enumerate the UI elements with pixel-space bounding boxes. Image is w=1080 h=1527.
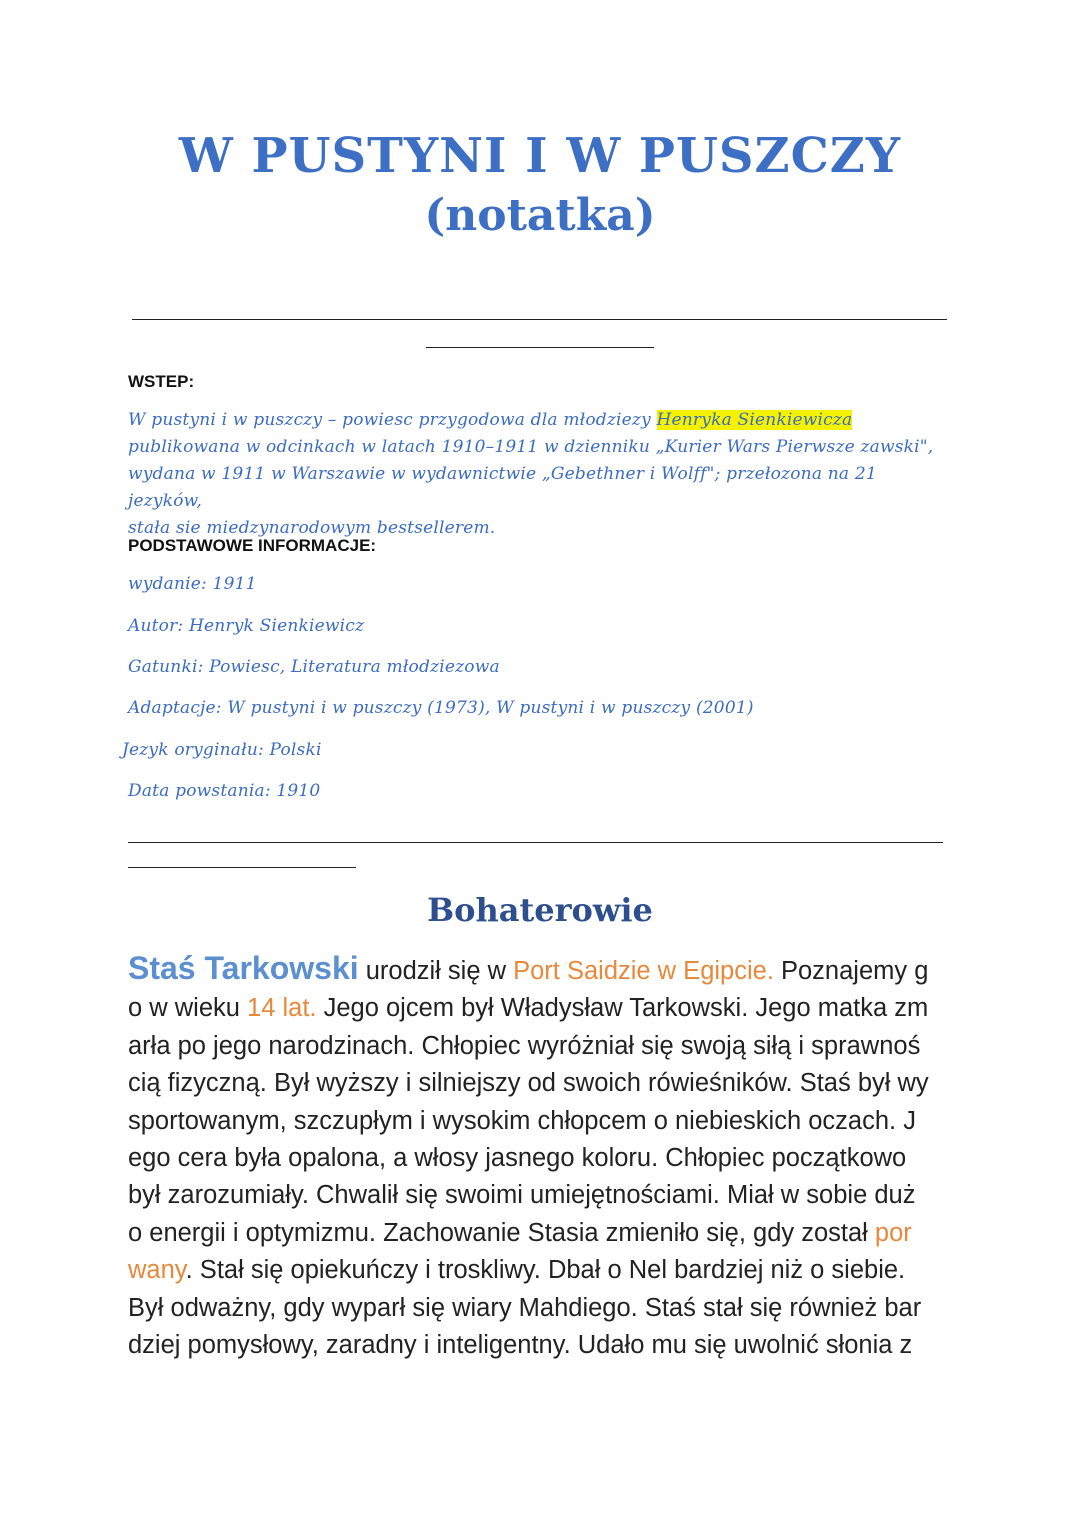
intro-heading: WSTEP: xyxy=(128,372,195,391)
intro-paragraph xyxy=(128,407,948,542)
body-line: o w wieku 14 lat. Jego ojcem był Władysław Tarkowski. Jego matka zm xyxy=(128,994,929,1023)
body-line: Był odważny, gdy wyparł się wiary Mahdiego. Staś stał się również bar xyxy=(128,1293,922,1322)
intro-line-3: wydana w 1911 w Warszawie w wydawnictwie „Gebethner i Wolff"; przełozona na 21 jezyków, xyxy=(128,464,877,511)
intro-line-4: stała sie miedzynarodowym bestsellerem. xyxy=(128,518,496,538)
intro-line-2: publikowana w odcinkach w latach 1910–1911 w dzienniku „Kurier Wars Pierwsze zawski", xyxy=(128,437,934,457)
body-line: ego cera była opalona, a włosy jasnego koloru. Chłopiec początkowo xyxy=(128,1144,907,1173)
document-subtitle: (notatka) xyxy=(424,190,656,241)
info-item: Data powstania: 1910 xyxy=(128,781,321,801)
info-item: Jezyk oryginału: Polski xyxy=(122,740,322,760)
body-line: był zarozumiały. Chwalił się swoimi umiejętnościami. Miał w sobie duż xyxy=(128,1181,916,1210)
info-item: Gatunki: Powiesc, Literatura młodziezowa xyxy=(128,657,500,677)
body-line: Staś Tarkowski urodził się w Port Saidzie w Egipcie. Poznajemy g xyxy=(128,950,929,986)
body-line: o energii i optymizmu. Zachowanie Stasia zmieniło się, gdy został por xyxy=(128,1218,912,1247)
info-item: Autor: Henryk Sienkiewicz xyxy=(128,616,365,636)
intro-text-start: W pustyni i w puszczy – powiesc przygodowa dla młodziezy xyxy=(128,410,657,430)
character-name: Staś Tarkowski xyxy=(128,950,359,986)
section-heading: Bohaterowie xyxy=(427,891,653,929)
age: 14 lat. xyxy=(247,994,317,1023)
info-item: Adaptacje: W pustyni i w puszczy (1973), W pustyni i w puszczy (2001) xyxy=(128,698,754,718)
body-line: wany. Stał się opiekuńczy i troskliwy. Dbał o Nel bardziej niż o siebie. xyxy=(128,1256,906,1285)
divider-top-short xyxy=(426,347,654,348)
characters-paragraph xyxy=(128,950,958,1364)
document-title: W PUSTYNI I W PUSZCZY xyxy=(178,128,902,184)
highlighted-author: Henryka Sienkiewicza xyxy=(656,410,853,430)
body-line: sportowanym, szczupłym i wysokim chłopcem o niebieskich oczach. J xyxy=(128,1106,916,1135)
birthplace: Port Saidzie w Egipcie. xyxy=(513,957,774,985)
info-item: wydanie: 1911 xyxy=(128,574,257,594)
body-line: cią fizyczną. Był wyższy i silniejszy od swoich rówieśników. Staś był wy xyxy=(128,1069,929,1098)
info-heading: PODSTAWOWE INFORMACJE: xyxy=(128,536,377,555)
body-line: dziej pomysłowy, zaradny i inteligentny. Udało mu się uwolnić słonia z xyxy=(128,1331,913,1360)
body-line: arła po jego narodzinach. Chłopiec wyróżniał się swoją siłą i sprawnoś xyxy=(128,1031,921,1060)
divider-mid-long xyxy=(128,842,943,843)
divider-mid-short xyxy=(128,867,356,868)
divider-top-long xyxy=(132,319,947,320)
